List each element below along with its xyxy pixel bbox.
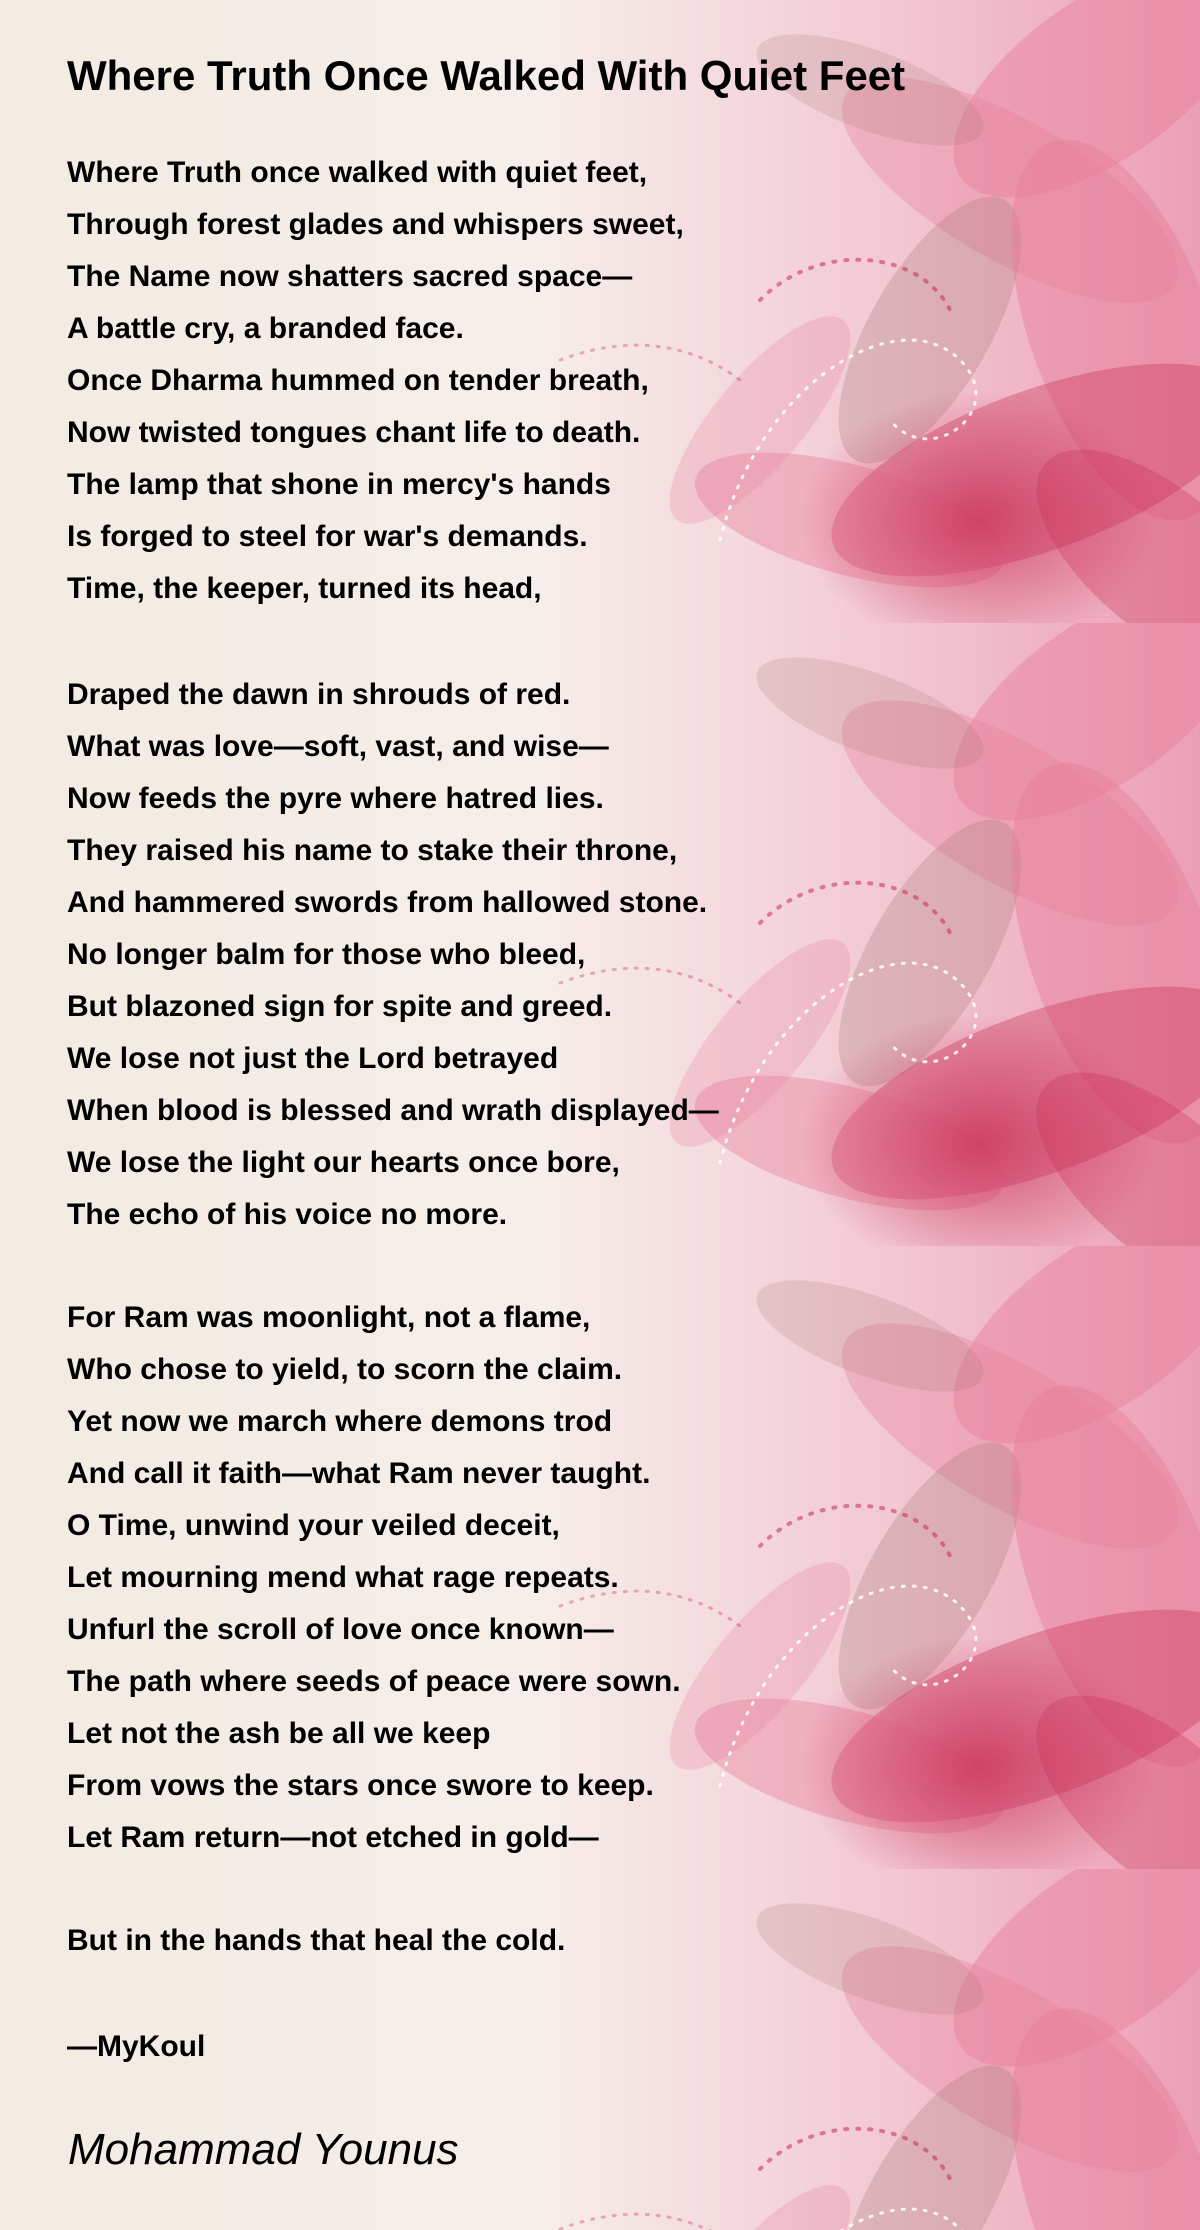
poem-line: And call it faith—what Ram never taught. — [67, 1457, 651, 1490]
poem-line: Let mourning mend what rage repeats. — [67, 1561, 619, 1594]
poem-line: But blazoned sign for spite and greed. — [67, 990, 613, 1023]
poem-line: Where Truth once walked with quiet feet, — [67, 156, 648, 189]
poem-line: The echo of his voice no more. — [67, 1198, 508, 1231]
poem-line: Yet now we march where demons trod — [67, 1405, 613, 1438]
poem-line: The path where seeds of peace were sown. — [67, 1665, 681, 1698]
poem-line: No longer balm for those who bleed, — [67, 938, 586, 971]
poem-line: Once Dharma hummed on tender breath, — [67, 364, 649, 397]
poem-line: They raised his name to stake their throne, — [67, 834, 678, 867]
poem-line: Through forest glades and whispers sweet, — [67, 208, 684, 241]
poem-line: Time, the keeper, turned its head, — [67, 572, 542, 605]
poem-line: For Ram was moonlight, not a flame, — [67, 1301, 591, 1334]
poem-line: A battle cry, a branded face. — [67, 312, 464, 345]
poem-line: What was love—soft, vast, and wise— — [67, 730, 609, 763]
poem-line: The lamp that shone in mercy's hands — [67, 468, 611, 501]
poem-line: We lose the light our hearts once bore, — [67, 1146, 620, 1179]
poem-line: Now twisted tongues chant life to death. — [67, 416, 641, 449]
poem-line: O Time, unwind your veiled deceit, — [67, 1509, 560, 1542]
poem-line: Unfurl the scroll of love once known— — [67, 1613, 614, 1646]
poem-line: Let Ram return—not etched in gold— — [67, 1821, 599, 1854]
poem-line: And hammered swords from hallowed stone. — [67, 886, 708, 919]
poem-line: But in the hands that heal the cold. — [67, 1924, 566, 1957]
poem-line: Who chose to yield, to scorn the claim. — [67, 1353, 623, 1386]
poem-line: Let not the ash be all we keep — [67, 1717, 491, 1750]
poem-signature: —MyKoul — [67, 2030, 206, 2063]
poem-line: Now feeds the pyre where hatred lies. — [67, 782, 604, 815]
poem-line: From vows the stars once swore to keep. — [67, 1769, 654, 1802]
poem-line: Draped the dawn in shrouds of red. — [67, 678, 571, 711]
poem-line: We lose not just the Lord betrayed — [67, 1042, 559, 1075]
poem-line: The Name now shatters sacred space— — [67, 260, 633, 293]
poem-title: Where Truth Once Walked With Quiet Feet — [67, 52, 906, 99]
poem-line: Is forged to steel for war's demands. — [67, 520, 588, 553]
poem-line: When blood is blessed and wrath displayed— — [67, 1094, 719, 1127]
author-name: Mohammad Younus — [68, 2125, 459, 2174]
